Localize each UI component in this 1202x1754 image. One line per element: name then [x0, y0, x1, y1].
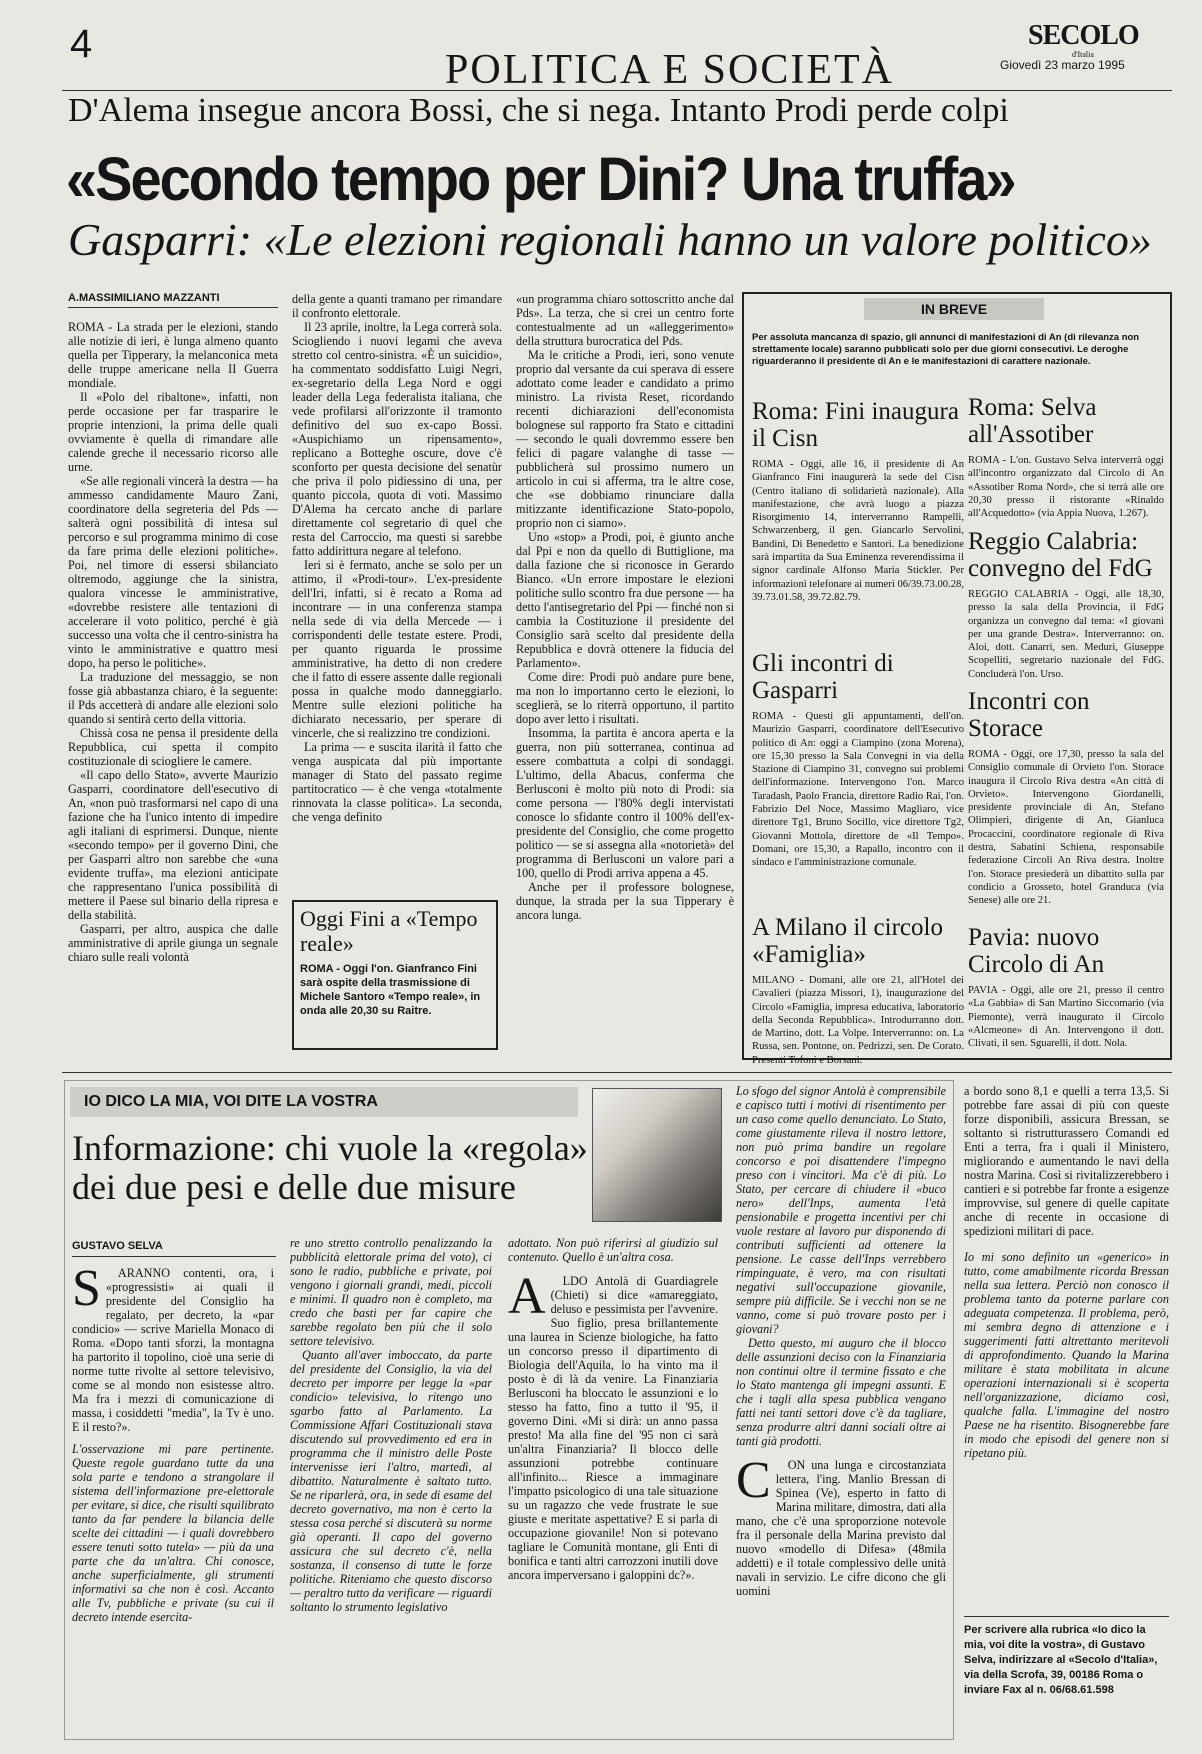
opinion-paragraph: a bordo sono 8,1 e quelli a terra 13,5. Si potrebbe fare assai di più con queste forze disponibili, assicura Bressan, se soltanto si ristrutturassero Comandi ed Enti a terra, fra i quali il Ministero, migliorando e aumentando le navi della nostra Marina. Così si rivitalizzerebbero i cantieri e si potrebbe far fronte a esigenze improvvise, sul genere di quelle capitate anche di recente in occasione di spedizioni militari di pace. [964, 1084, 1169, 1238]
headline-title: «Secondo tempo per Dini? Una truffa» [66, 144, 1015, 214]
article-byline: A.MASSIMILIANO MAZZANTI [68, 292, 220, 304]
opinion-title-line2: dei due pesi e delle due misure [72, 1167, 516, 1207]
headline-kicker: D'Alema insegue ancora Bossi, che si nega. Intanto Prodi perde colpi [68, 92, 1009, 129]
news-title: Incontri con Storace [968, 688, 1090, 742]
article-paragraph: Ieri si è fermato, anche se solo per un attimo, il «Prodi-tour». L'ex-presidente dell'Iri, infatti, si è recato a Roma ad incontrare — in una conferenza stampa nella sede di via della Mercede — i corrispondenti delle testate estere. Prodi, per quanto riguarda le prossime amministrative, ha detto di non credere che il fatto di essere assente dalle regionali possa in qualche modo danneggiarlo. Mentre sulle elezioni politiche ha dichiarato necessario, per sperare di vincerle, che si realizzino tre condizioni. [292, 558, 502, 740]
opinion-paragraph: ARANNO contenti, ora, i «progressisti» ai quali il presidente del Consiglio ha regalato, per decreto, la «par condicio» — scrive Mariella Monaco di Roma. «Dopo tanti sforzi, la montagna ha partorito il topolino, cioè una serie di norme tutte rivolte al settore televisivo, come se al mondo non esistesse altro. Ma fra i mezzi di comunicazione di massa, i cosiddetti "media", la Tv è uno. E il resto?». [72, 1266, 274, 1434]
masthead-rule [62, 90, 1172, 91]
opinion-reply: Quanto all'aver imboccato, da parte del presidente del Consiglio, la via del decreto per imporre per legge la «par condicio» televisiva, lo ritengo uno sgarbo fatto al Parlamento. La Commissione Affari Costituzionali stava discutendo sul provvedimento ed era in programma che il ministro delle Poste intervenisse ieri l'altro, martedì, al dibattito. Naturalmente è saltato tutto. Se ne riparlerà, ora, in sede di esame del decreto governativo, ma non è certo la stessa cosa perché si discuterà su norme già operanti. Il capo del governo assicura che sul decreto c'è, nella sostanza, il consenso di tutte le forze politiche. Riteniamo che questo discorso — peraltro tutto da verificare — riguardi soltanto lo strumento legislativo [290, 1348, 492, 1614]
in-breve-right-column [968, 394, 1164, 1080]
headline-subtitle: Gasparri: «Le elezioni regionali hanno un valore politico» [68, 214, 1152, 265]
news-title: Roma: Selva all'Assotiber [968, 394, 1097, 448]
opinion-title-line1: Informazione: chi vuole la «regola» [72, 1128, 588, 1168]
news-title: Gli incontri di Gasparri [752, 650, 894, 704]
article-paragraph: «un programma chiaro sottoscritto anche dal Pds». La terza, che si crei un centro forte contestualmente ad un «alleggerimento» della struttura burocratica del Pds. [516, 292, 734, 348]
in-breve-box [742, 292, 1172, 1066]
news-text: REGGIO CALABRIA - Oggi, alle 18,30, presso la sala della Provincia, il FdG organizza un convegno dal tema: «I giovani per una grande Destra». Interverranno: on. Aloi, dott. Canarri, sen. Meduri, Giuseppe Scopelliti, segretario nazionale del FdG. Concluderà l'on. Urso. [968, 589, 1164, 680]
news-text: ROMA - Oggi, ore 17,30, presso la sala del Consiglio comunale di Orvieto l'on. Storace inaugura il Circolo Riva destra «An città di Orvieto». Intervengono Giordanelli, presidente provinciale di An, Stefano Olimpieri, dirigente di An, Gianluca Procaccini, coordinatore regionale di Riva destra, Sabatini Schiena, responsabile federazione Circoli An Riva destra. Inoltre l'on. Storace presiederà un dibattito sulla par condicio a Grosseto, hotel Granduca (via Senese) alle ore 21. [968, 749, 1164, 907]
news-text: ROMA - L'on. Gustavo Selva interverrà oggi all'incontro organizzato dal Circolo di An «Assotiber Roma Nord», che si terrà alle ore 20,30 presso il ristorante «Rinaldo all'Acquedotto» (via Appia Nuova, 1.267). [968, 455, 1164, 520]
opinion-byline-rule [72, 1256, 276, 1257]
box-oggi-fini [292, 900, 498, 1050]
article-column-1 [68, 320, 278, 1060]
news-title: Reggio Calabria: convegno del FdG [968, 528, 1153, 582]
article-column-3 [516, 292, 734, 1052]
article-paragraph: Uno «stop» a Prodi, poi, è giunto anche dal Ppi e non da quello di Buttiglione, ma dalla fazione che si riconosce in Gerardo Bianco. «Un errore impostare le elezioni politiche sullo scontro fra due persone — ha detto l'antisegretario del Ppi — finché non si cambia la Costituzione il presidente del Consiglio sarà scelto dal presidente della Repubblica e dovrà ottenere la fiducia del Parlamento». [516, 530, 734, 670]
article-paragraph: Come dire: Prodi può andare pure bene, ma non lo importanno certo le elezioni, lo sceglierà, se lo riterrà opportuno, il partito dopo aver letto i risultati. [516, 670, 734, 726]
rubric-contact-note: Per scrivere alla rubrica «Io dico la mia, voi dite la vostra», di Gustavo Selva, indirizzare al «Secolo d'Italia», via della Scrofa, 39, 00186 Roma o inviare Fax al n. 06/68.61.598 [964, 1616, 1169, 1698]
byline-rule [68, 307, 278, 308]
opinion-column-2 [290, 1236, 492, 1736]
opinion-reply: L'osservazione mi pare pertinente. Queste regole guardano tutte da una sola parte e tendono a strangolare il sistema dell'informazione pre-elettorale per evitare, si dice, che risulti squilibrato tanto da far pendere la bilancia delle scelte dei cittadini — i quali dovrebbero essere tenuti sotto tutela» — più da una parte che da un'altra. Chi conosce, anche superficialmente, gli strumenti informativi sa che non è così. Accanto alle Tv, pubbliche e private (su cui il decreto intende esercita- [72, 1442, 274, 1624]
drop-cap: C [736, 1452, 771, 1509]
opinion-paragraph: LDO Antolà di Guardiagrele (Chieti) si dice «amareggiato, deluso e pessimista per l'avvenire. Suo figlio, presa brillantemente una laurea in Scienze biologiche, ha fatto un concorso presso il dipartimento di Biologia dell'Aquila, lo ha vinto ma il posto è di là da venire. La Finanziaria Berlusconi ha bloccato le assunzioni e lo stesso ha fatto, fino a tutto il '95, il governo Dini. «Mi si dirà: un anno passa presto! Ma alla fine del '95 non ci sarà un'altra Finanziaria? Il blocco delle assunzioni potrebbe continuare all'infinito... Riesce a immaginare l'impatto psicologico di una tale situazione su un ragazzo che vede frustrate le sue giuste e meritate aspettative? E si parla di occupazione giovanile! Non si potevano tagliare le Comunità montane, gli Enti di bonifica e tanti altri carrozzoni inutili dove ancora imperversano i galoppini dc?». [508, 1274, 718, 1582]
news-title: A Milano il circolo «Famiglia» [752, 914, 943, 968]
opinion-reply: re uno stretto controllo penalizzando la pubblicità elettorale prima del voto), ci sono le radio, pubbliche e private, poi vengono i giornali grandi, medi, piccoli e minimi. Il quadro non è completo, ma credo che basti per far capire che sarebbe regolato ben più che il solo settore televisivo. [290, 1236, 492, 1348]
opinion-reply: Io mi sono definito un «generico» in tutto, come amabilmente ricorda Bressan nella sua lettera. Perciò non conosco il problema tanto da poterne parlare con adeguata competenza. Il problema, però, mi sembra degno di attenzione e i suggerimenti fatti altrettanto meritevoli di approfondimento. Quando la Marina militare è stata mobilitata in alcune operazioni internazionali si è scoperta nell'organizzazione, diciamo così, qualche falla. L'immagine del nostro Paese ne ha risentito. Bisognerebbe fare in modo che episodi del genere non si ripetano più. [964, 1250, 1169, 1460]
section-title: POLITICA E SOCIETÀ [445, 47, 894, 93]
news-text: ROMA - Oggi, alle 16, il presidente di An Gianfranco Fini inaugurerà la sede del Cisn (Centro italiano di solidarietà nazionale). Alla manifestazione, che avrà luogo a piazza Risorgimento 14, interverranno Rampelli, Schwarzenberg, il gen. Giancarlo Servolini, Bandini, Di Benedetto e Santori. La benedizione sarà impartita da Sua Eminenza reverendissima il signor cardinale Alfonso Maria Stickler. Per informazioni telefonare ai numeri 06/39.73.00.28, 39.73.01.58, 39.72.82.79. [752, 459, 964, 603]
article-paragraph: Il 23 aprile, inoltre, la Lega correrà sola. Sciogliendo i nuovi legami che aveva stretto col centro-sinistra. «È un suicidio», ha commentato soddisfatto Luigi Negri, ex-segretario della Lega Nord e oggi leader della Lega federalista italiana, che vede profilarsi all'orizzonte il tramonto definitivo del suo ex-capo Bossi. «Auspichiamo un ripensamento», replicano a Botteghe oscure, dove c'è sconforto per questa decisione del senatùr che priva il polo pidiessino di una, per quanto piccola, quota di voti. Massimo D'Alema ha cercato anche di parlare direttamente col segretario di quel che resta del Carroccio, ma questi si sarebbe fatto addirittura negare al telefono. [292, 320, 502, 558]
article-paragraph: «Se alle regionali vincerà la destra — ha ammesso candidamente Mauro Zani, coordinatore della segreteria del Pds — salterà ogni possibilità di intesa sul percorso e sul programma minimo di cose da fare prima delle elezioni politiche». Poi, nel timore di essersi sbilanciato oltremodo, aggiunge che la sinistra, qualora vincesse le amministrative, «dovrebbe resistere alle tentazioni di accelerare il voto politico, perché è già successo una volta che il centro-sinistra ha vinto le amministrative e quattro mesi dopo, ha perso le politiche». [68, 474, 278, 670]
in-breve-note: Per assoluta mancanza di spazio, gli annunci di manifestazioni di An (di rilevanza non strettamente locale) saranno pubblicati solo per due giorni consecutivi. Le deroghe riguarderanno il presidente di An e le manifestazioni di carattere nazionale. [752, 332, 1140, 367]
opinion-reply: Lo sfogo del signor Antolà è comprensibile e capisco tutti i motivi di risentimento per un caso come quello denunciato. Lo Stato, come giustamente rileva il nostro lettore, non può prima bandire un regolare concorso e poi disattendere l'impegno preso con i vincitori. Ma c'è di più. Lo Stato, per cercare di chiudere il «buco nero» dell'Inps, aumenta l'età pensionabile e progetta incentivi per chi vuole restare al lavoro pur disponendo di contributi sufficienti ad ottenere la pensione. Le casse dell'Inps verrebbero rimpinguate, è vero, ma con risultati negativi sull'occupazione giovanile, sempre più difficile. Se i vecchi non se ne vanno, come si può trovare posto per i giovani? [736, 1084, 946, 1336]
opinion-paragraph: ON una lunga e circostanziata lettera, l'ing. Manlio Bressan di Spinea (Ve), esperto in fatto di Marina militare, dimostra, dati alla mano, che c'è una sproporzione notevole fra il personale della Marina previsto dal nuovo «modello di Difesa» (48mila addetti) e il totale complessivo delle unità navali in servizio. Le cifre dicono che gli uomini [736, 1458, 946, 1598]
article-paragraph: La traduzione del messaggio, se non fosse già abbastanza chiaro, è la seguente: il Pds accetterà di andare alle elezioni solo quando si sentirà certo della vittoria. [68, 670, 278, 726]
news-title: Pavia: nuovo Circolo di An [968, 924, 1105, 978]
article-paragraph: Gasparri, per altro, auspica che dalle amministrative di aprile giunga un segnale chiaro sulle reali volontà [68, 922, 278, 964]
opinion-column-3 [508, 1236, 718, 1736]
opinion-reply: adottato. Non può riferirsi al giudizio sul contenuto. Quello è un'altra cosa. [508, 1236, 718, 1264]
news-text: MILANO - Domani, alle ore 21, all'Hotel dei Cavalieri (piazza Missori, 1), inaugurazione del Circolo «Famiglia, impresa educativa, laboratorio della Seconda Repubblica». Introdurranno dott. de Martino, dott. La Volpe. Interverranno: on. La Russa, sen. Pontone, on. Pedrizzi, sen. De Corato. Presenti Tofoni e Borsani. [752, 975, 964, 1066]
article-paragraph: «Il capo dello Stato», avverte Maurizio Gasparri, coordinatore dell'esecutivo di An, «non può trasformarsi nel capo di una fazione che ha l'unico intento di impedire agli italiani di esprimersi. Dunque, niente «secondo tempo» per il governo Dini, che per Gasparri altro non sarebbe che «una evidente truffa», ma elezioni anticipate che rappresentano l'unica possibilità di mettere il Paese sul binario della ripresa e della stabilità. [68, 768, 278, 922]
issue-date: Giovedì 23 marzo 1995 [1000, 58, 1125, 72]
opinion-column-1 [72, 1266, 274, 1736]
opinion-column-4 [736, 1084, 946, 1736]
article-paragraph: La prima — e suscita ilarità il fatto che venga auspicata dal più importante manager di Stato del passato regime partitocratico — è che venga «totalmente rinnovata la classe politica». La seconda, che venga definito [292, 740, 502, 824]
box-oggi-title: Oggi Fini a «Tempo reale» [300, 906, 478, 956]
newspaper-logo: SECOLO [1028, 20, 1139, 51]
article-paragraph: ROMA - La strada per le elezioni, stando alle notizie di ieri, è lunga almeno quanto quella per Tipperary, la melanconica meta delle truppe americane nella II Guerra mondiale. [68, 320, 278, 390]
article-paragraph: Chissà cosa ne pensa il presidente della Repubblica, cui spetta il compito costituzionale di sciogliere le camere. [68, 726, 278, 768]
news-text: PAVIA - Oggi, alle ore 21, presso il centro «La Gabbia» di San Martino Siccomario (via Piemonte), verrà inaugurato il Circolo «Alcmeone» di An. Intervengono il dott. Clivati, il sen. Sguarelli, il dott. Nola. [968, 985, 1164, 1050]
in-breve-label: IN BREVE [864, 298, 1044, 320]
article-paragraph: Ma le critiche a Prodi, ieri, sono venute proprio dal versante da cui sperava di essere adottato come leader e candidato a primo ministro. La rivista Reset, ricordando recenti dichiarazioni dell'economista bolognese sul rapporto fra Stato e cittadini — secondo le quali dovremmo essere ben felici di pagare valanghe di tasse — pubblicherà sul prossimo numero un articolo in cui si afferma, tra le altre cose, che «se dobbiamo rinunciare dalla mitizzante identificazione Stato-popolo, proprio non ci siamo». [516, 348, 734, 530]
news-text: ROMA - Questi gli appuntamenti, dell'on. Maurizio Gasparri, coordinatore dell'Esecutivo politico di An: oggi a Ciampino (zona Morena), ore 15,30 presso la Sala Convegni in via della Stazione di Ciampino 31, convegno sui problemi dell'informazione. Intervengono l'on. Marco Taradash, Paolo Francia, direttore Radio Rai, l'on. Fabrizio Del Noce, Massimo Magliaro, vice direttore Tg1, Bruno Socillo, vice direttore Tg2, Giovanni Mottola, direttore de «Il Tempo». Domani, ore 15,30, a Rapallo, incontro con il sindaco e l'amministrazione comunale. [752, 711, 964, 869]
drop-cap: A [508, 1268, 546, 1325]
section-rule [62, 1072, 1172, 1073]
news-title: Roma: Fini inaugura il Cisn [752, 398, 959, 452]
article-paragraph: Anche per il professore bolognese, dunque, la strada per la sua Tipperary è ancora lunga. [516, 880, 734, 922]
drop-cap: S [72, 1266, 101, 1317]
opinion-byline: GUSTAVO SELVA [72, 1240, 163, 1252]
newspaper-logo-sub: d'Italia [1072, 50, 1094, 59]
opinion-reply: Detto questo, mi auguro che il blocco delle assunzioni deciso con la Finanziaria non continui oltre il termine fissato e che lo Stato mantenga gli impegni assunti. E che i tagli alla spesa pubblica vengano fatti nei tanti settori dove c'è da tagliare, senza produrre altri danni sociali oltre ai tanti già prodotti. [736, 1336, 946, 1448]
box-oggi-text: ROMA - Oggi l'on. Gianfranco Fini sarà ospite della trasmissione di Michele Santoro «Tempo reale», in onda alle 20,30 su Raitre. [300, 963, 481, 1017]
opinion-rubric: IO DICO LA MIA, VOI DITE LA VOSTRA [70, 1087, 578, 1117]
page-number: 4 [70, 22, 93, 66]
article-column-2 [292, 292, 502, 892]
opinion-column-5 [964, 1084, 1169, 1604]
article-paragraph: della gente a quanti tramano per rimandare il confronto elettorale. [292, 292, 502, 320]
author-photo [592, 1088, 722, 1222]
article-paragraph: Il «Polo del ribaltone», infatti, non perde occasione per far trasparire le proprie intenzioni, la prima delle quali ovviamente è quella di rimandare alle calende greche il necessario ricorso alle urne. [68, 390, 278, 474]
article-paragraph: Insomma, la partita è ancora aperta e la guerra, non più sotterranea, continua ad essere combattuta a colpi di sondaggi. L'ultimo, della Abacus, conferma che Berlusconi è molto più noto di Prodi: sia come persona — l'80% degli intervistati conosce lo sfidante contro il 100% dell'ex-presidente del Consiglio, che come progetto politico — se si assegna alla «notorietà» del programma di Berlusconi un valore pari a 100, quello di Prodi arriva appena a 45. [516, 726, 734, 880]
in-breve-left-column [752, 398, 964, 1084]
